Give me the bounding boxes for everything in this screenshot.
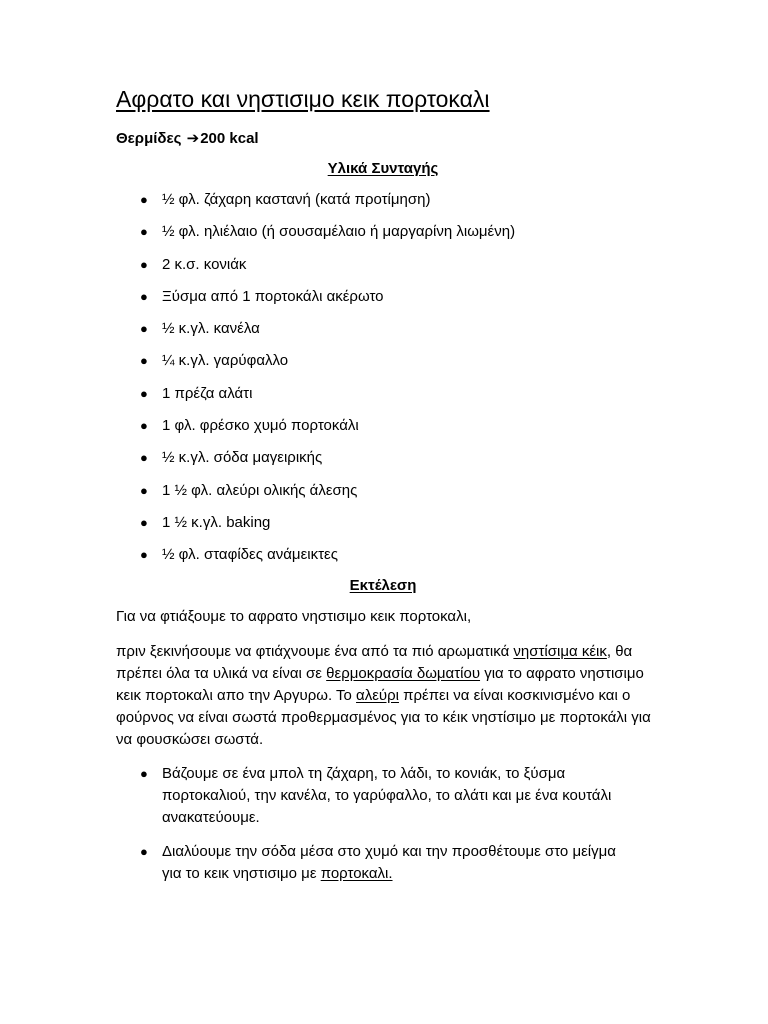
step-text-body: Διαλύουμε την σόδα μέσα στο χυμό και την προσθέτουμε στο μείγμα για το κεικ νηστισιμο με [162,843,616,882]
bullet-icon: ● [140,418,148,434]
bullet-icon: ● [140,385,148,401]
method-paragraph [116,641,656,751]
method-heading: Εκτέλεση [349,577,417,594]
ingredient-text: ½ κ.γλ. σόδα μαγειρικής [162,449,323,467]
bullet-icon: ● [140,450,148,466]
ingredient-text: ½ φλ. ηλιέλαιο (ή σουσαμέλαιο ή μαργαρίνη λιωμένη) [162,223,516,241]
bullet-icon: ● [140,547,148,563]
steps-list [0,763,632,897]
calories-label: Θερμίδες [116,130,182,147]
ingredient-text: 1 ½ φλ. αλεύρι ολικής άλεσης [162,481,358,499]
method-step [0,841,632,885]
bullet-icon: ● [140,192,148,207]
bullet-icon: ● [140,844,148,859]
bullet-icon: ● [140,766,148,781]
link-flour[interactable]: αλεύρι [356,687,399,704]
bullet-icon: ● [140,321,148,337]
calories-line [116,129,259,147]
ingredient-text: ½ φλ. σταφίδες ανάμεικτες [162,546,338,564]
link-orange[interactable]: πορτοκαλι. [320,865,393,882]
step-text [162,841,632,885]
recipe-title: Αφρατο και νηστισιμο κεικ πορτοκαλι [116,86,490,112]
ingredient-text: ¼ κ.γλ. γαρύφαλλο [162,352,289,370]
arrow-icon: ➔ [186,130,200,147]
ingredient-text: 1 ½ κ.γλ. baking [162,513,271,531]
bullet-icon: ● [140,514,148,530]
bullet-icon: ● [140,482,148,498]
bullet-icon: ● [140,224,148,240]
link-fasting-cakes[interactable]: νηστίσιμα κέικ [513,643,607,660]
paragraph-text: για το αφρατο νηστισιμο κεικ πορτοκαλι απο την Αργυρω. Το [116,665,644,704]
ingredient-text: ½ κ.γλ. κανέλα [162,320,260,338]
bullet-icon: ● [140,353,148,369]
paragraph-text: πριν ξεκινήσουμε να φτιάχνουμε ένα από τα πιό αρωματικά [116,643,514,660]
method-intro: Για να φτιάξουμε το αφρατο νηστισιμο κεικ πορτοκαλι, [116,608,472,625]
paragraph-text: , θα πρέπει όλα τα υλικά να είναι σε [116,643,633,682]
ingredient-text: ½ φλ. ζάχαρη καστανή (κατά προτίμηση) [162,191,431,208]
step-text-body: Βάζουμε σε ένα μπολ τη ζάχαρη, το λάδι, το κονιάκ, το ξύσμα πορτοκαλιού, την κανέλα, το γαρύφαλλο, το αλάτι και με ένα κουτάλι ανακατεύουμε. [162,765,612,826]
link-room-temperature[interactable]: θερμοκρασία δωματίου [326,665,481,682]
ingredient-text: 1 πρέζα αλάτι [162,384,253,402]
bullet-icon: ● [140,256,148,272]
ingredient-text: 1 φλ. φρέσκο χυμό πορτοκάλι [162,417,359,435]
bullet-icon: ● [140,288,148,304]
method-step [0,763,632,829]
paragraph-text: πρέπει να είναι κοσκινισμένο και ο φούρνος να είναι σωστά προθερμασμένος για το κέικ νηστίσιμο με πορτοκάλι για να φουσκώσει σωστά. [116,687,651,748]
ingredients-heading: Υλικά Συνταγής [327,160,439,177]
calories-value: 200 kcal [200,130,259,147]
ingredient-text: Ξύσμα από 1 πορτοκάλι ακέρωτο [162,287,384,305]
ingredient-text: 2 κ.σ. κονιάκ [162,255,247,273]
step-text [162,763,632,829]
